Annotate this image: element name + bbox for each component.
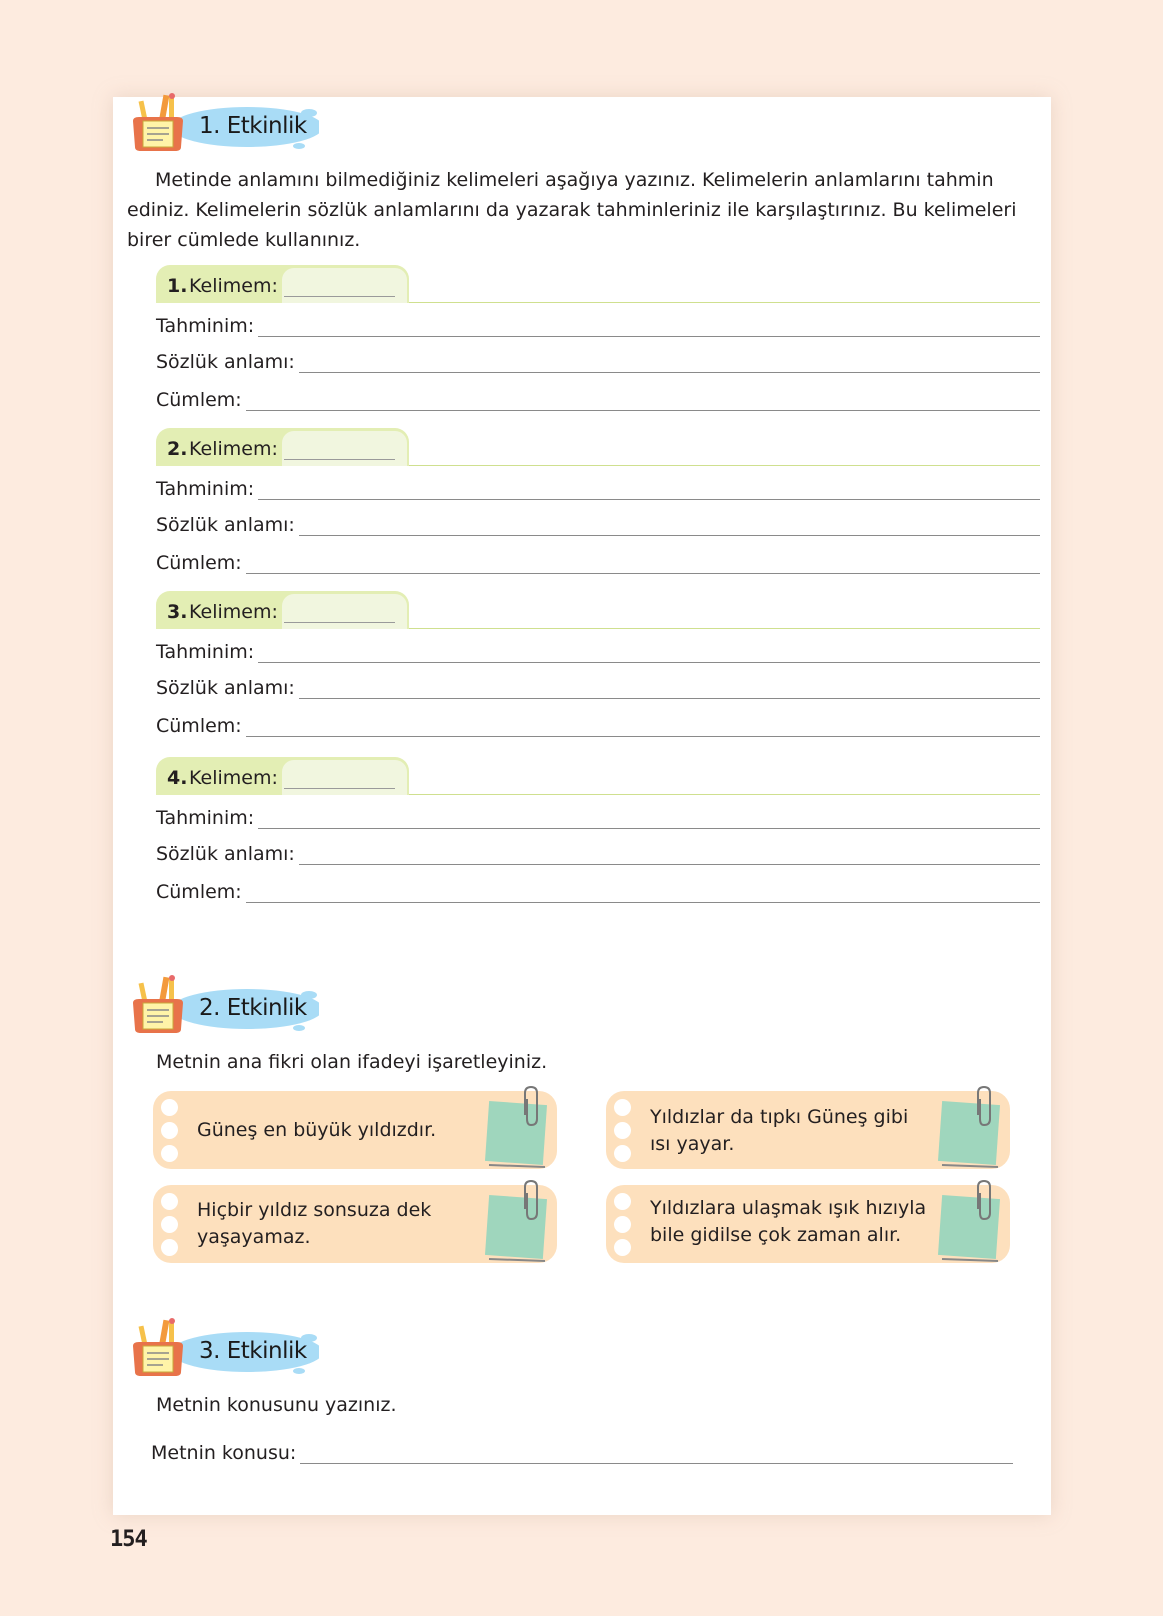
activity-2-title: 2. Etkinlik (199, 995, 307, 1021)
word-tab (156, 428, 409, 466)
sentence-field[interactable] (156, 387, 1040, 417)
activity-1-title: 1. Etkinlik (199, 113, 307, 139)
page-number: 154 (110, 1527, 147, 1552)
word-number: 1. (167, 275, 188, 297)
activity-1-instruction (127, 165, 1027, 255)
dictionary-label: Sözlük anlamı: (156, 843, 299, 865)
activity-1-heading (129, 91, 319, 153)
sentence-field[interactable] (156, 879, 1040, 909)
word-number: 2. (167, 438, 188, 460)
dictionary-field[interactable] (156, 512, 1040, 542)
guess-field[interactable] (156, 805, 1040, 835)
guess-field[interactable] (156, 313, 1040, 343)
dictionary-label: Sözlük anlamı: (156, 677, 299, 699)
instruction-text: Metinde anlamını bilmediğiniz kelimeleri aşağıya yazınız. Kelimelerin anlamlarını tahmin ediniz. Kelimelerin sözlük anlamlarını da yazarak tahminleriniz ile karşılaştırınız. Bu kelimeleri birer cümlede kullanınız. (127, 169, 1017, 251)
dictionary-field[interactable] (156, 349, 1040, 379)
sentence-label: Cümlem: (156, 552, 246, 574)
choice-option[interactable] (153, 1185, 557, 1263)
activity-3-title: 3. Etkinlik (199, 1338, 307, 1364)
sentence-label: Cümlem: (156, 715, 246, 737)
word-slot[interactable] (282, 760, 407, 795)
choice-text: Yıldızlar da tıpkı Güneş gibi ısı yayar. (650, 1106, 909, 1155)
word-number: 4. (167, 767, 188, 789)
word-tab (156, 265, 409, 303)
word-label: Kelimem: (189, 275, 278, 297)
sentence-field[interactable] (156, 713, 1040, 743)
worksheet-page (113, 97, 1051, 1515)
word-slot[interactable] (282, 268, 407, 303)
choice-text: Yıldızlara ulaşmak ışık hızıyla bile gidilse çok zaman alır. (650, 1197, 927, 1246)
choice-option[interactable] (606, 1091, 1010, 1169)
sticky-note-paperclip-icon (481, 1179, 553, 1263)
dictionary-label: Sözlük anlamı: (156, 351, 299, 373)
guess-field[interactable] (156, 476, 1040, 506)
topic-answer-field[interactable] (151, 1440, 1013, 1470)
activity-3-heading (129, 1316, 319, 1378)
word-tab (156, 757, 409, 795)
word-block (156, 757, 1040, 922)
sentence-label: Cümlem: (156, 881, 246, 903)
choice-text: Hiçbir yıldız sonsuza dek yaşayamaz. (197, 1199, 432, 1248)
activity-2-heading (129, 973, 319, 1035)
word-number: 3. (167, 601, 188, 623)
guess-label: Tahminim: (156, 641, 258, 663)
guess-label: Tahminim: (156, 315, 258, 337)
sticky-note-paperclip-icon (481, 1085, 553, 1169)
guess-label: Tahminim: (156, 478, 258, 500)
activity-3-instruction: Metnin konusunu yazınız. (156, 1394, 397, 1416)
sentence-field[interactable] (156, 550, 1040, 580)
dictionary-field[interactable] (156, 675, 1040, 705)
choice-option[interactable] (606, 1185, 1010, 1263)
dictionary-field[interactable] (156, 841, 1040, 871)
word-label: Kelimem: (189, 601, 278, 623)
choice-option[interactable] (153, 1091, 557, 1169)
activity-2-instruction: Metnin ana fikri olan ifadeyi işaretleyiniz. (156, 1051, 548, 1073)
word-label: Kelimem: (189, 438, 278, 460)
guess-field[interactable] (156, 639, 1040, 669)
word-block (156, 265, 1040, 430)
word-block (156, 591, 1040, 756)
word-label: Kelimem: (189, 767, 278, 789)
dictionary-label: Sözlük anlamı: (156, 514, 299, 536)
word-block (156, 428, 1040, 593)
guess-label: Tahminim: (156, 807, 258, 829)
sentence-label: Cümlem: (156, 389, 246, 411)
topic-answer-label: Metnin konusu: (151, 1442, 300, 1464)
word-tab (156, 591, 409, 629)
word-slot[interactable] (282, 431, 407, 466)
sticky-note-paperclip-icon (934, 1085, 1006, 1169)
word-slot[interactable] (282, 594, 407, 629)
sticky-note-paperclip-icon (934, 1179, 1006, 1263)
choice-text: Güneş en büyük yıldızdır. (197, 1119, 437, 1141)
